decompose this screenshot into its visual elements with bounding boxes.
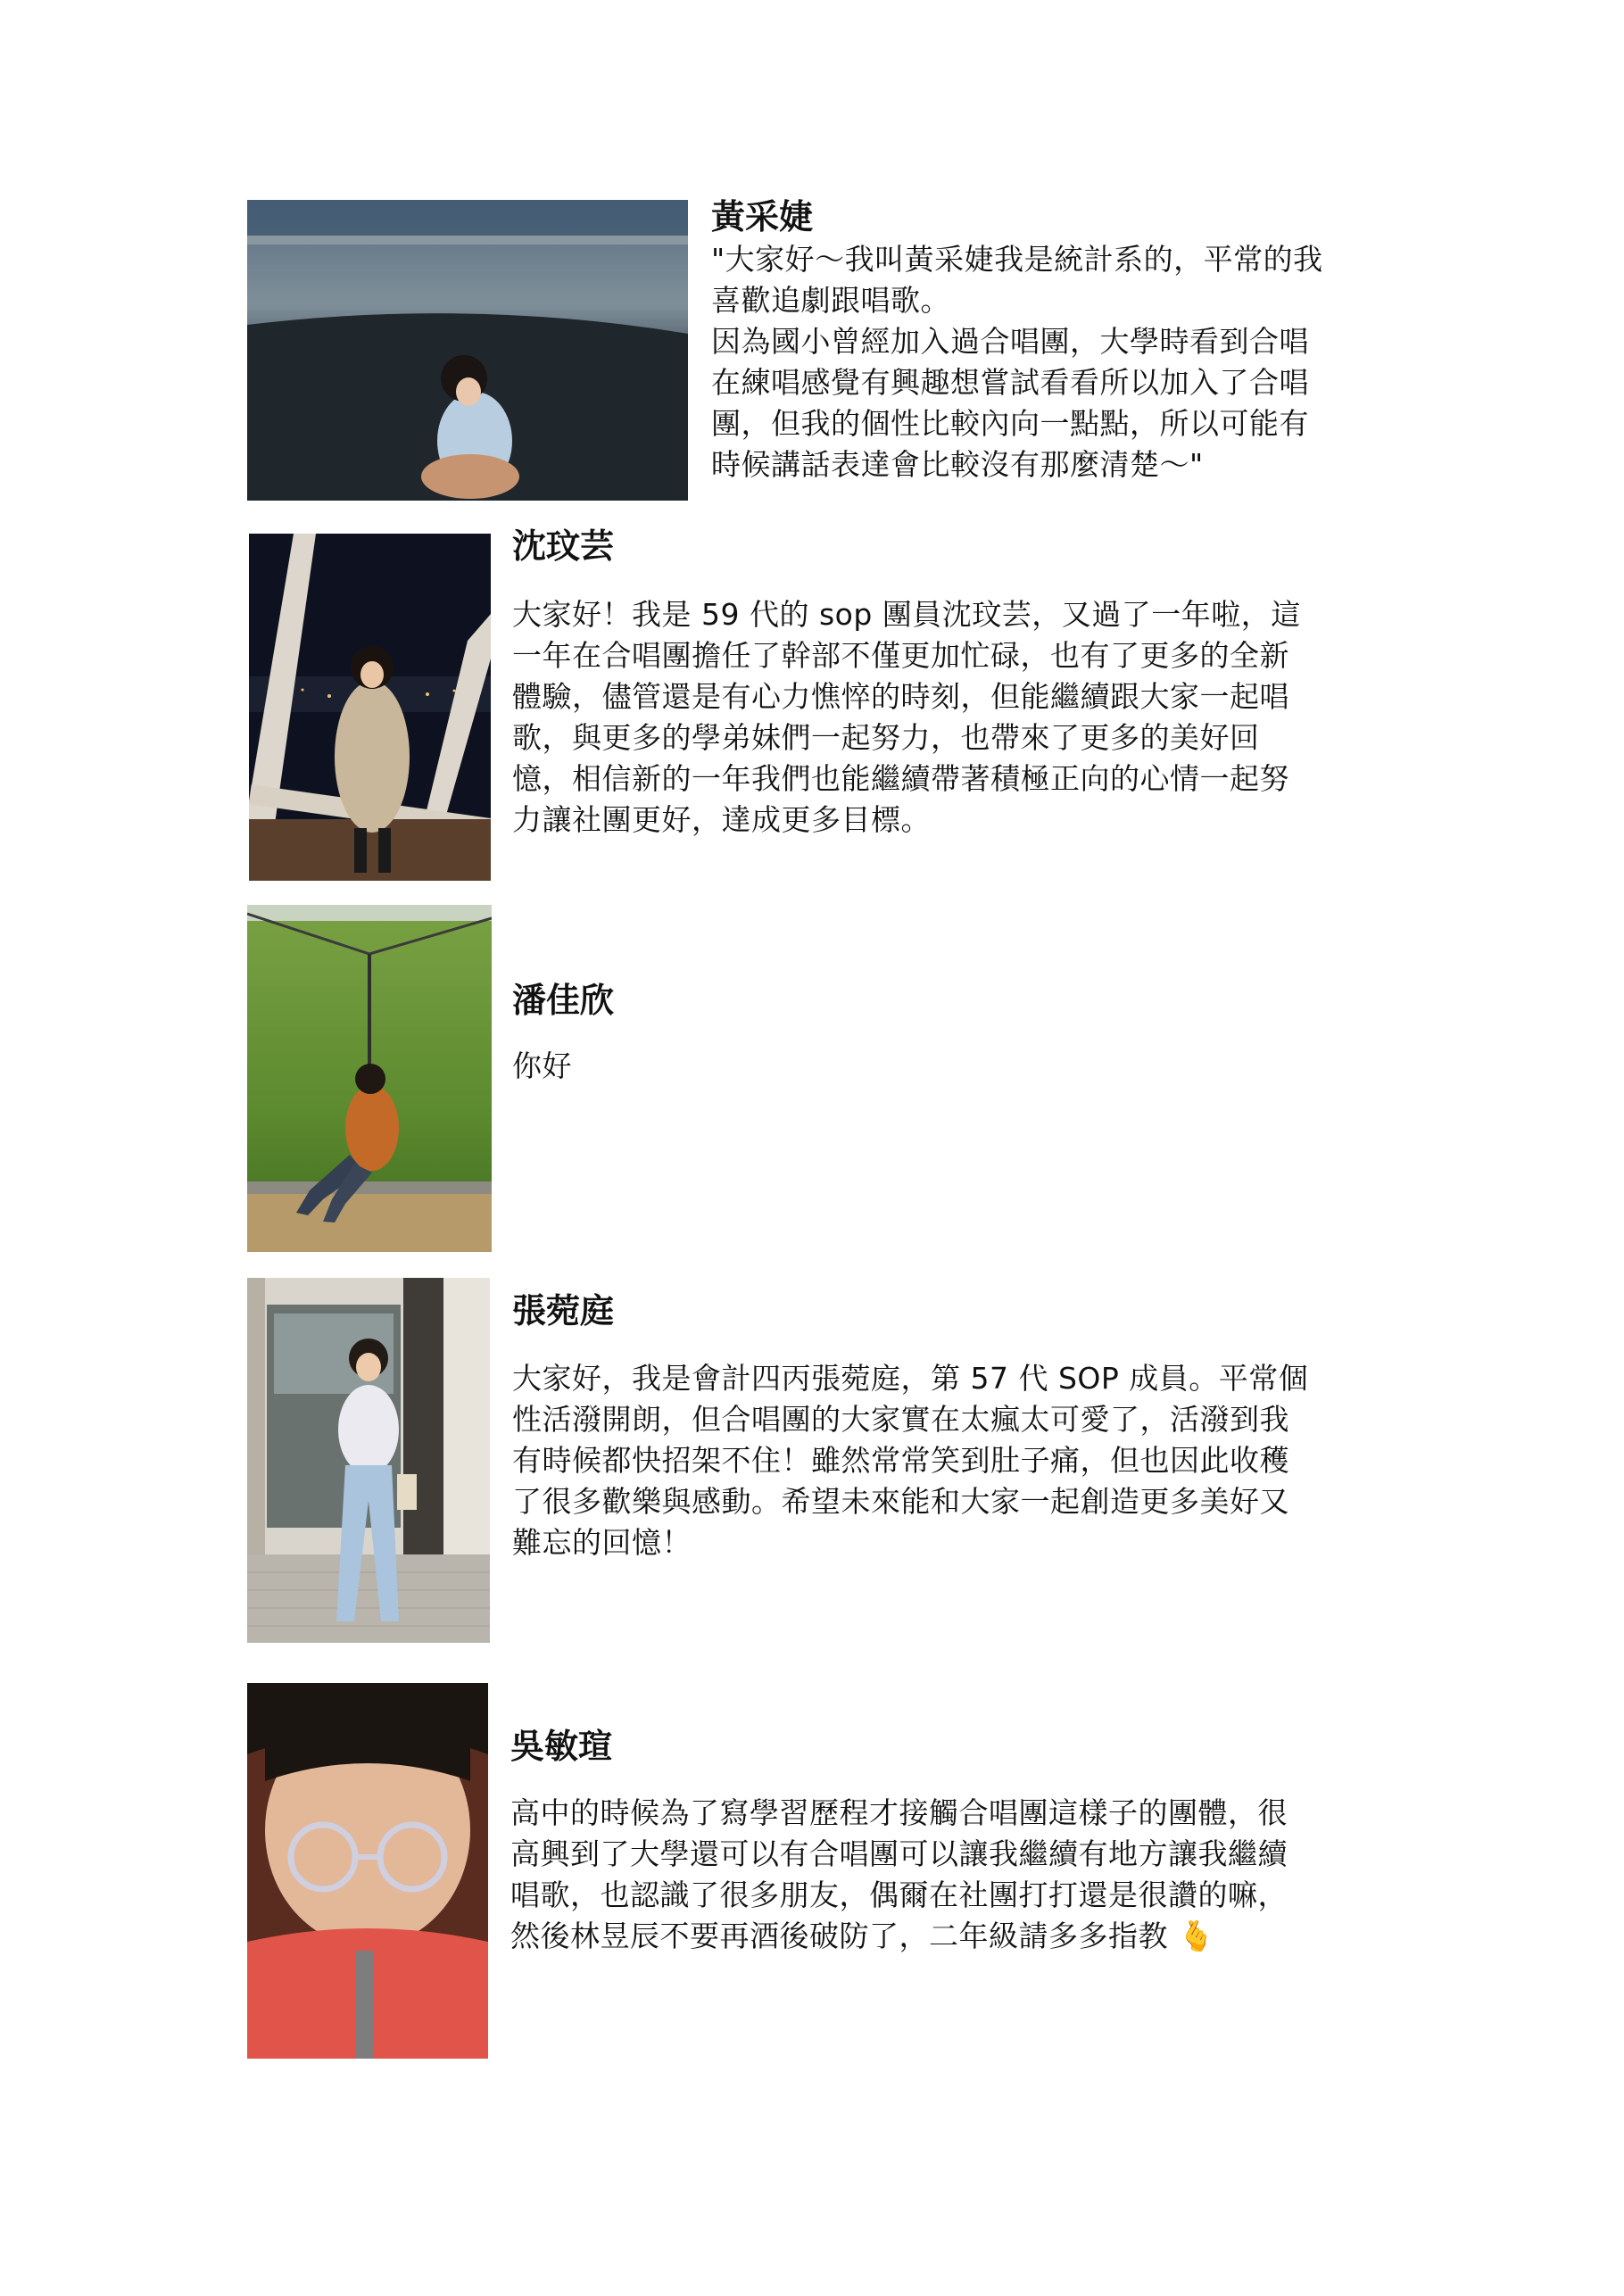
member-photo-4 <box>247 1278 490 1643</box>
member-photo-5 <box>247 1683 488 2059</box>
member-bio <box>510 1793 1288 1957</box>
member-name: 沈玟芸 <box>512 526 615 566</box>
member-bio: "大家好～我叫黃采婕我是統計系的，平常的我 喜歡追劇跟唱歌。 因為國小曾經加入過合唱團，大學時看到合唱 在練唱感覺有興趣想嘗試看看所以加入了合唱 團，但我的個性比較內向一點點，所以可能有 時候講話表達會比較沒有那麼清楚～" <box>711 242 1323 482</box>
member-photo-3 <box>247 905 492 1252</box>
member-bio-text: 高中的時候為了寫學習歷程才接觸合唱團這樣子的團體，很 高興到了大學還可以有合唱團可以讓我繼續有地方讓我繼續 唱歌，也認識了很多朋友，偶爾在社團打打還是很讚的嘛， 然後林昱辰不要再酒後破防了，二年級請多多指教 <box>510 1795 1288 1953</box>
member-bio: 大家好，我是會計四丙張菀庭，第 57 代 SOP 成員。平常個 性活潑開朗，但合唱團的大家實在太瘋太可愛了，活潑到我 有時候都快招架不住！雖然常常笑到肚子痛，但也因此收穫 了很多歡樂與感動。希望未來能和大家一起創造更多美好又 難忘的回憶！ <box>512 1361 1309 1560</box>
member-name: 吳敏瑄 <box>510 1727 613 1766</box>
member-photo-2 <box>249 534 491 881</box>
hand-emoji-icon: 🫰 <box>1178 1919 1215 1953</box>
member-bio: 大家好！我是 59 代的 sop 團員沈玟芸，又過了一年啦，這 一年在合唱團擔任了幹部不僅更加忙碌，也有了更多的全新 體驗，儘管還是有心力憔悴的時刻，但能繼續跟大家一起唱 歌，與更多的學弟妹們一起努力，也帶來了更多的美好回 憶，相信新的一年我們也能繼續帶著積極正向的心情一起努 力讓社團更好，達成更多目標。 <box>512 597 1301 837</box>
member-bio: 你好 <box>512 1049 572 1083</box>
member-name: 張菀庭 <box>512 1291 615 1330</box>
member-name: 潘佳欣 <box>512 981 615 1020</box>
member-name: 黃采婕 <box>711 197 814 236</box>
member-photo-1 <box>247 200 688 501</box>
